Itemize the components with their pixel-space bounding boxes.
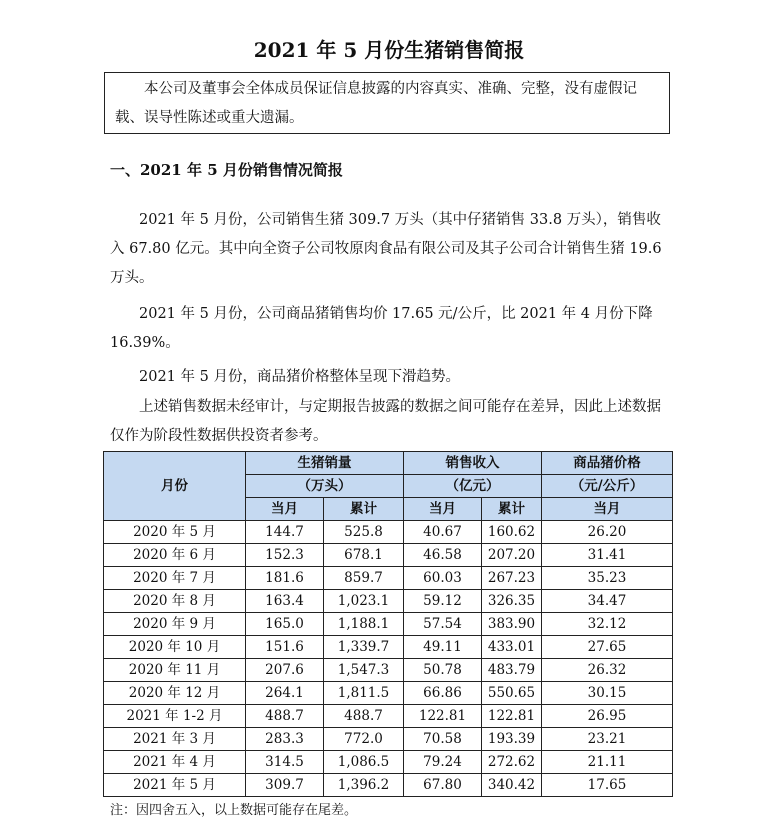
page-title: 2021 年 5 月份生猪销售简报	[253, 38, 525, 62]
paragraph-sales-summary: 2021 年 5 月份，公司销售生猪 309.7 万头（其中仔猪销售 33.8 万头），销售收入 67.80 亿元。其中向全资子公司牧原肉食品有限公司及其子公司合计销售生猪 19.6 万头。	[110, 212, 662, 286]
cell-price: 21.11	[542, 751, 673, 774]
header-revenue: 销售收入	[404, 452, 542, 475]
cell-volume-cumulative: 1,811.5	[324, 682, 404, 705]
cell-price: 32.12	[542, 613, 673, 636]
cell-volume: 314.5	[246, 751, 324, 774]
cell-revenue-cumulative: 160.62	[482, 521, 542, 544]
cell-month: 2020 年 11 月	[104, 659, 246, 682]
cell-volume: 283.3	[246, 728, 324, 751]
cell-volume-cumulative: 1,023.1	[324, 590, 404, 613]
sales-table	[103, 451, 673, 797]
cell-revenue: 66.86	[404, 682, 482, 705]
sales-table-body	[104, 521, 673, 797]
table-row	[104, 774, 673, 797]
cell-revenue: 57.54	[404, 613, 482, 636]
header-revenue-current: 当月	[404, 498, 482, 521]
cell-price: 30.15	[542, 682, 673, 705]
cell-revenue: 79.24	[404, 751, 482, 774]
cell-volume: 309.7	[246, 774, 324, 797]
cell-price: 26.20	[542, 521, 673, 544]
paragraph-unaudited-disclaimer: 上述销售数据未经审计，与定期报告披露的数据之间可能存在差异，因此上述数据仅作为阶段性数据供投资者参考。	[110, 399, 661, 444]
cell-month: 2020 年 10 月	[104, 636, 246, 659]
cell-revenue-cumulative: 272.62	[482, 751, 542, 774]
cell-month: 2020 年 9 月	[104, 613, 246, 636]
table-row	[104, 659, 673, 682]
cell-revenue-cumulative: 193.39	[482, 728, 542, 751]
cell-revenue-cumulative: 483.79	[482, 659, 542, 682]
cell-revenue-cumulative: 383.90	[482, 613, 542, 636]
header-price-unit: （元/公斤）	[542, 475, 673, 498]
header-volume-current: 当月	[246, 498, 324, 521]
cell-revenue: 122.81	[404, 705, 482, 728]
cell-price: 17.65	[542, 774, 673, 797]
table-row	[104, 544, 673, 567]
header-price-current: 当月	[542, 498, 673, 521]
cell-revenue-cumulative: 207.20	[482, 544, 542, 567]
cell-volume: 165.0	[246, 613, 324, 636]
cell-revenue-cumulative: 122.81	[482, 705, 542, 728]
header-volume-cumulative: 累计	[324, 498, 404, 521]
cell-revenue-cumulative: 433.01	[482, 636, 542, 659]
cell-price: 31.41	[542, 544, 673, 567]
cell-price: 23.21	[542, 728, 673, 751]
cell-revenue: 46.58	[404, 544, 482, 567]
cell-month: 2020 年 7 月	[104, 567, 246, 590]
cell-price: 34.47	[542, 590, 673, 613]
cell-volume: 264.1	[246, 682, 324, 705]
header-month: 月份	[104, 452, 246, 521]
table-row	[104, 682, 673, 705]
cell-revenue-cumulative: 326.35	[482, 590, 542, 613]
cell-revenue: 50.78	[404, 659, 482, 682]
table-row	[104, 590, 673, 613]
cell-month: 2020 年 12 月	[104, 682, 246, 705]
cell-volume: 144.7	[246, 521, 324, 544]
cell-revenue: 40.67	[404, 521, 482, 544]
paragraph-average-price: 2021 年 5 月份，公司商品猪销售均价 17.65 元/公斤，比 2021 年 4 月份下降 16.39%。	[110, 306, 653, 351]
cell-volume-cumulative: 488.7	[324, 705, 404, 728]
cell-volume: 163.4	[246, 590, 324, 613]
cell-volume-cumulative: 678.1	[324, 544, 404, 567]
table-row	[104, 521, 673, 544]
table-row	[104, 705, 673, 728]
cell-month: 2021 年 1-2 月	[104, 705, 246, 728]
cell-revenue: 49.11	[404, 636, 482, 659]
cell-volume-cumulative: 772.0	[324, 728, 404, 751]
table-row	[104, 636, 673, 659]
cell-month: 2020 年 5 月	[104, 521, 246, 544]
table-row	[104, 613, 673, 636]
cell-volume-cumulative: 1,188.1	[324, 613, 404, 636]
cell-volume-cumulative: 525.8	[324, 521, 404, 544]
rounding-note: 注：因四舍五入，以上数据可能存在尾差。	[110, 803, 358, 818]
cell-price: 26.95	[542, 705, 673, 728]
cell-month: 2021 年 4 月	[104, 751, 246, 774]
cell-volume: 151.6	[246, 636, 324, 659]
cell-revenue: 70.58	[404, 728, 482, 751]
cell-revenue-cumulative: 550.65	[482, 682, 542, 705]
section-heading: 一、2021 年 5 月份销售情况简报	[110, 161, 343, 179]
header-sales-volume-unit: （万头）	[246, 475, 404, 498]
cell-volume-cumulative: 859.7	[324, 567, 404, 590]
cell-volume-cumulative: 1,086.5	[324, 751, 404, 774]
table-row	[104, 728, 673, 751]
cell-revenue-cumulative: 340.42	[482, 774, 542, 797]
cell-volume: 207.6	[246, 659, 324, 682]
cell-month: 2021 年 5 月	[104, 774, 246, 797]
cell-volume: 181.6	[246, 567, 324, 590]
header-revenue-cumulative: 累计	[482, 498, 542, 521]
table-row	[104, 567, 673, 590]
cell-month: 2021 年 3 月	[104, 728, 246, 751]
cell-revenue: 60.03	[404, 567, 482, 590]
cell-volume: 488.7	[246, 705, 324, 728]
cell-price: 27.65	[542, 636, 673, 659]
header-sales-volume: 生猪销量	[246, 452, 404, 475]
cell-volume-cumulative: 1,547.3	[324, 659, 404, 682]
cell-volume: 152.3	[246, 544, 324, 567]
cell-revenue: 59.12	[404, 590, 482, 613]
cell-revenue-cumulative: 267.23	[482, 567, 542, 590]
cell-price: 35.23	[542, 567, 673, 590]
cell-month: 2020 年 6 月	[104, 544, 246, 567]
table-row	[104, 751, 673, 774]
header-price: 商品猪价格	[542, 452, 673, 475]
disclosure-notice: 本公司及董事会全体成员保证信息披露的内容真实、准确、完整，没有虚假记载、误导性陈述或重大遗漏。	[104, 72, 670, 134]
header-revenue-unit: （亿元）	[404, 475, 542, 498]
paragraph-price-trend: 2021 年 5 月份，商品猪价格整体呈现下滑趋势。	[139, 369, 460, 385]
cell-month: 2020 年 8 月	[104, 590, 246, 613]
cell-revenue: 67.80	[404, 774, 482, 797]
sales-table-header	[104, 452, 673, 521]
cell-volume-cumulative: 1,396.2	[324, 774, 404, 797]
cell-price: 26.32	[542, 659, 673, 682]
cell-volume-cumulative: 1,339.7	[324, 636, 404, 659]
